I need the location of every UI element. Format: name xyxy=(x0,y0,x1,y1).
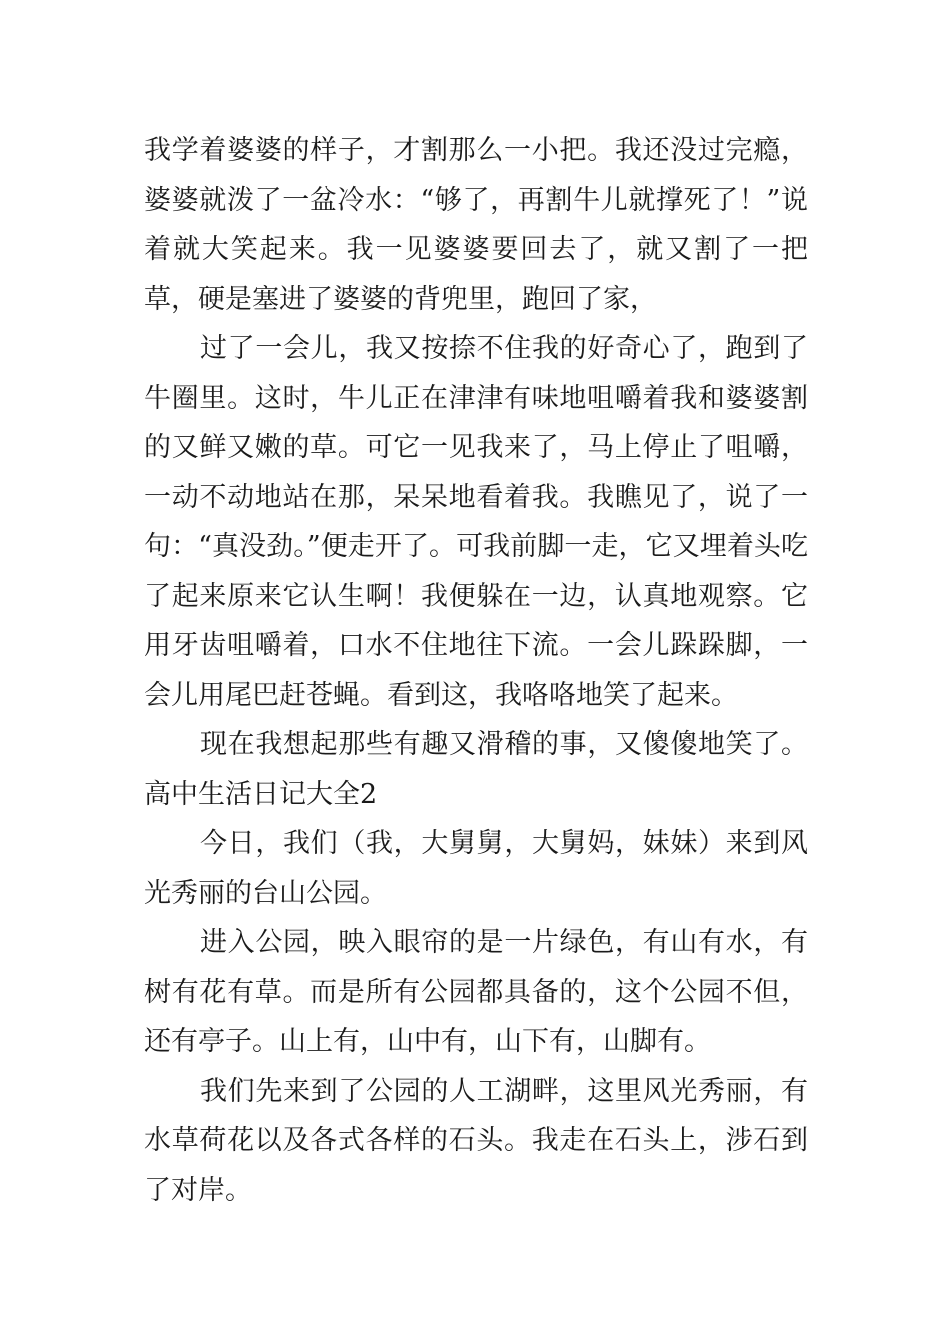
paragraph-4: 今日，我们（我，大舅舅，大舅妈，妹妹）来到风光秀丽的台山公园。 xyxy=(144,828,808,909)
paragraph-6: 我们先来到了公园的人工湖畔，这里风光秀丽，有水草荷花以及各式各样的石头。我走在石头上，涉石到了对岸。 xyxy=(144,1075,808,1206)
paragraph-2: 过了一会儿，我又按捺不住我的好奇心了，跑到了牛圈里。这时，牛儿正在津津有味地咀嚼着我和婆婆割的又鲜又嫩的草。可它一见我来了，马上停止了咀嚼，一动不动地站在那，呆呆地看着我。我瞧见了，说了一句：“真没劲。”便走开了。可我前脚一走，它又埋着头吃了起来原来它认生啊！我便躲在一边，认真地观察。它用牙齿咀嚼着，口水不住地往下流。一会儿跺跺脚，一会儿用尾巴赶苍蝇。看到这，我咯咯地笑了起来。 xyxy=(144,333,808,711)
document-page xyxy=(144,126,808,1215)
paragraph-3: 现在我想起那些有趣又滑稽的事，又傻傻地笑了。高中生活日记大全2 xyxy=(144,729,808,810)
paragraph-5: 进入公园，映入眼帘的是一片绿色，有山有水，有树有花有草。而是所有公园都具备的，这个公园不但，还有亭子。山上有，山中有，山下有，山脚有。 xyxy=(144,927,808,1057)
paragraph-1: 我学着婆婆的样子，才割那么一小把。我还没过完瘾，婆婆就泼了一盆冷水：“够了，再割牛儿就撑死了！”说着就大笑起来。我一见婆婆要回去了，就又割了一把草，硬是塞进了婆婆的背兜里，跑回了家， xyxy=(144,135,808,315)
